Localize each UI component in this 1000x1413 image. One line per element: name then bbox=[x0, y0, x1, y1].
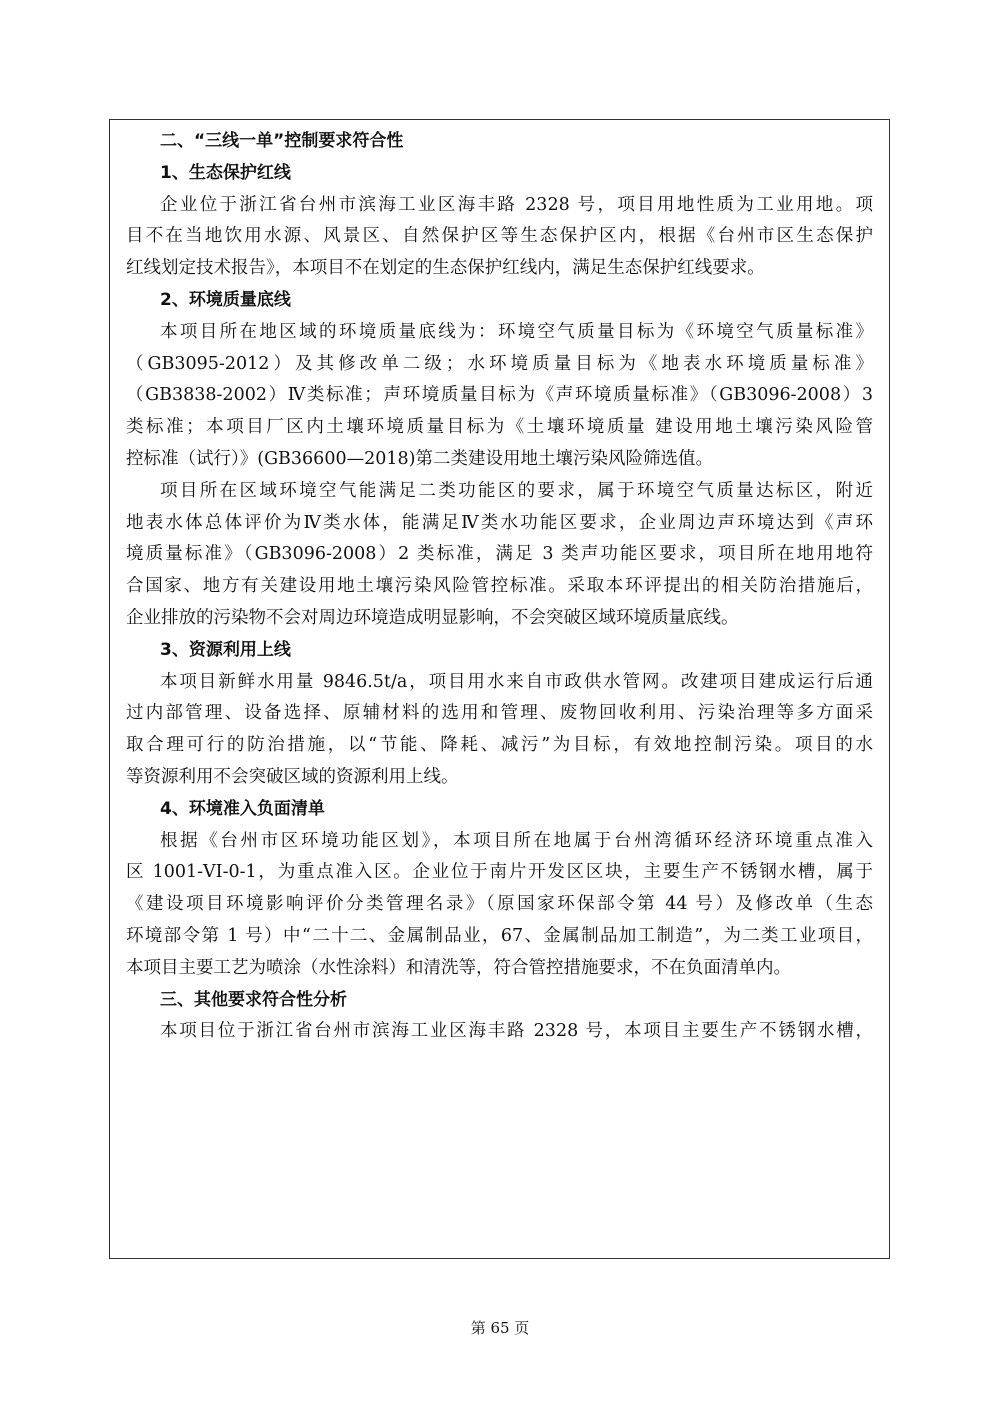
report-content bbox=[126, 126, 873, 1048]
paragraph-line: 企业排放的污染物不会对周边环境造成明显影响，不会突破区域环境质量底线。 bbox=[126, 607, 739, 628]
paragraph-line: 控标准（试行）》(GB36600—2018)第二类建设用地土壤污染风险筛选值。 bbox=[126, 448, 713, 469]
paragraph-line: 项目所在区域环境空气能满足二类功能区的要求，属于环境空气质量达标区，附近 bbox=[160, 480, 873, 501]
paragraph-line: 企业位于浙江省台州市滨海工业区海丰路 2328 号，项目用地性质为工业用地。项 bbox=[160, 194, 873, 215]
paragraph-line: 本项目新鲜水用量 9846.5t/a，项目用水来自市政供水管网。改建项目建成运行后通 bbox=[160, 671, 873, 692]
paragraph-line: （GB3095-2012）及其修改单二级；水环境质量目标为《地表水环境质量标准》 bbox=[126, 353, 873, 374]
section-heading: 4、环境准入负面清单 bbox=[160, 798, 325, 819]
section-heading: 2、环境质量底线 bbox=[160, 289, 291, 310]
section-heading: 二、“三线一单”控制要求符合性 bbox=[160, 131, 404, 151]
section-heading: 三、其他要求符合性分析 bbox=[160, 989, 347, 1010]
paragraph-line: 类标准；本项目厂区内土壤环境质量目标为《土壤环境质量 建设用地土壤污染风险管 bbox=[126, 417, 873, 438]
paragraph-line: 目不在当地饮用水源、风景区、自然保护区等生态保护区内，根据《台州市区生态保护 bbox=[126, 226, 873, 247]
paragraph-line: 环境部令第 1 号）中“二十二、金属制品业，67、金属制品加工制造”，为二类工业项目， bbox=[126, 925, 873, 946]
paragraph-line: 过内部管理、设备选择、原辅材料的选用和管理、废物回收利用、污染治理等多方面采 bbox=[126, 703, 873, 724]
paragraph-line: 地表水体总体评价为Ⅳ类水体，能满足Ⅳ类水功能区要求，企业周边声环境达到《声环 bbox=[126, 512, 873, 533]
report-table-frame bbox=[109, 119, 890, 1259]
paragraph-line: 本项目主要工艺为喷涂（水性涂料）和清洗等，符合管控措施要求，不在负面清单内。 bbox=[126, 957, 791, 978]
paragraph-line: 等资源利用不会突破区域的资源利用上线。 bbox=[126, 766, 459, 787]
paragraph-line: 取合理可行的防治措施，以“节能、降耗、减污”为目标，有效地控制污染。项目的水 bbox=[126, 735, 873, 756]
paragraph-line: （GB3838-2002）Ⅳ类标准；声环境质量目标为《声环境质量标准》（GB3096-2008）3 bbox=[126, 385, 873, 406]
paragraph-line: 《建设项目环境影响评价分类管理名录》（原国家环保部令第 44 号）及修改单（生态 bbox=[126, 894, 873, 915]
paragraph-line: 区 1001-VI-0-1，为重点准入区。企业位于南片开发区区块，主要生产不锈钢水槽，属于 bbox=[126, 862, 873, 883]
page-number: 第 65 页 bbox=[470, 1319, 530, 1337]
paragraph-line: 红线划定技术报告》，本项目不在划定的生态保护红线内，满足生态保护红线要求。 bbox=[126, 258, 765, 279]
paragraph-line: 本项目位于浙江省台州市滨海工业区海丰路 2328 号，本项目主要生产不锈钢水槽， bbox=[160, 1021, 873, 1042]
section-heading: 1、生态保护红线 bbox=[160, 162, 291, 183]
paragraph-line: 根据《台州市区环境功能区划》，本项目所在地属于台州湾循环经济环境重点准入 bbox=[160, 830, 873, 851]
paragraph-line: 本项目所在地区域的环境质量底线为：环境空气质量目标为《环境空气质量标准》 bbox=[160, 321, 873, 342]
section-heading: 3、资源利用上线 bbox=[160, 639, 291, 660]
paragraph-line: 境质量标准》（GB3096-2008）2 类标准，满足 3 类声功能区要求，项目所在地用地符 bbox=[126, 544, 873, 565]
paragraph-line: 合国家、地方有关建设用地土壤污染风险管控标准。采取本环评提出的相关防治措施后， bbox=[126, 576, 873, 597]
